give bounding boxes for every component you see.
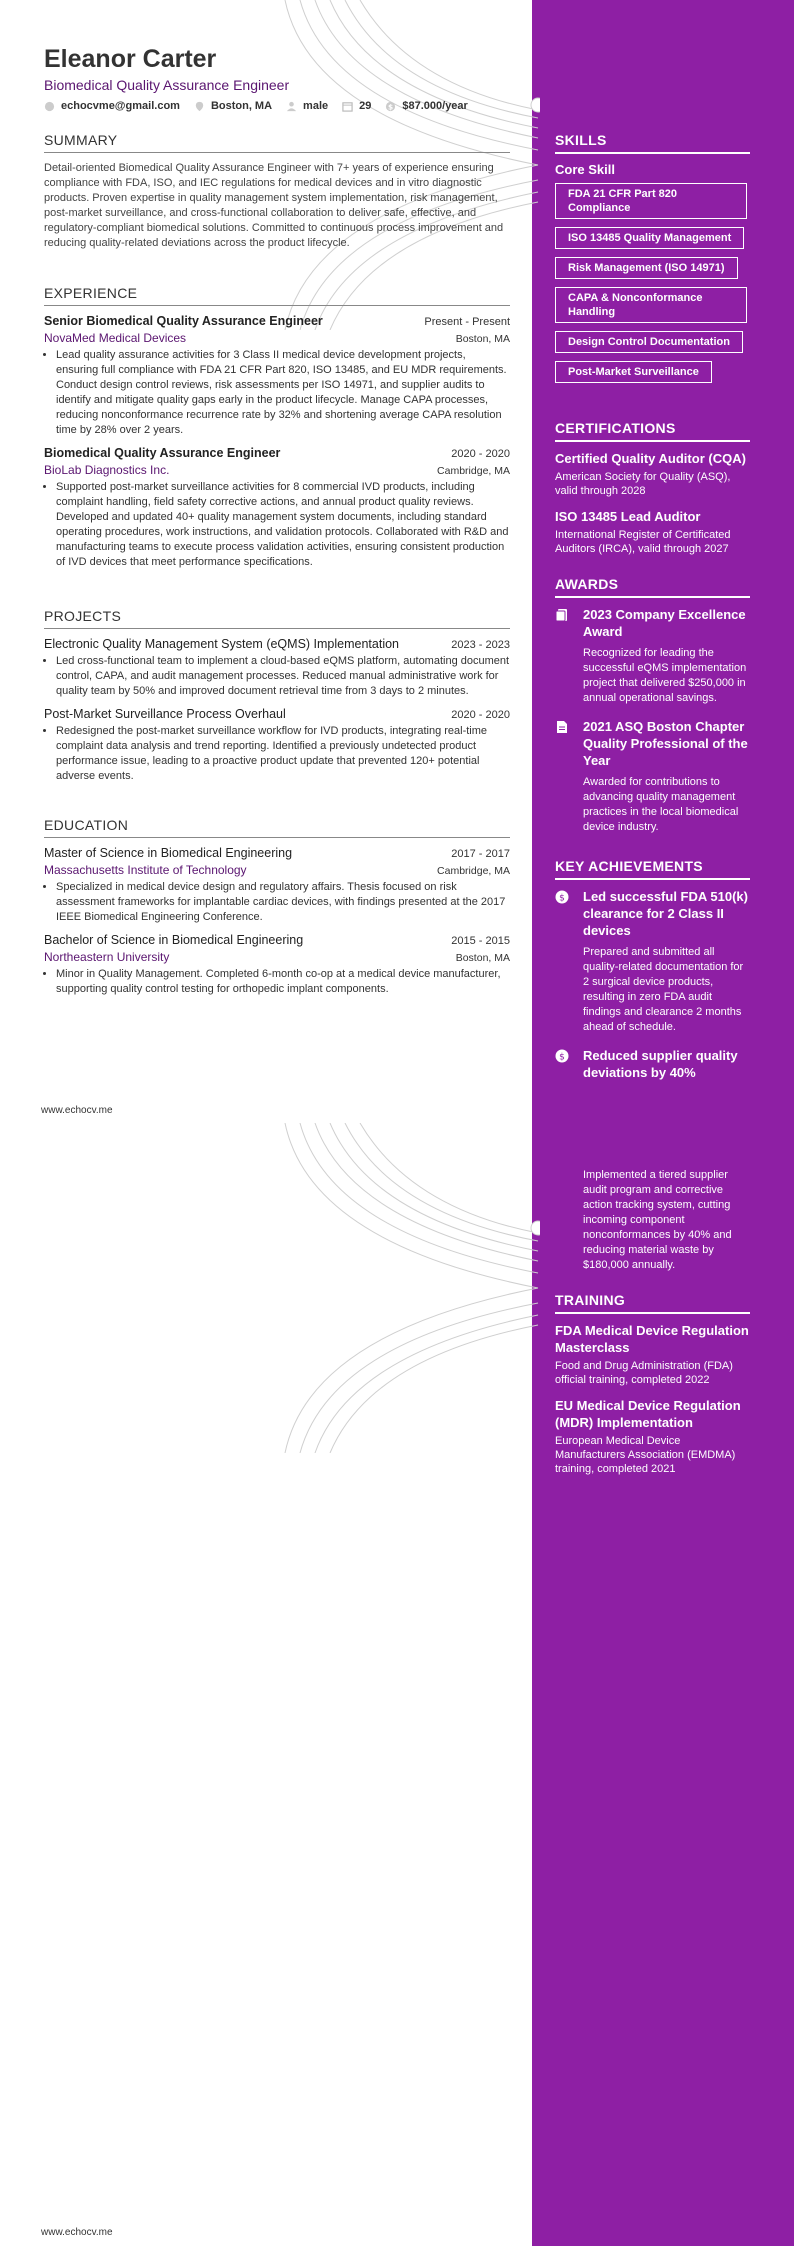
svg-text:$: $ <box>388 101 394 111</box>
project-entry <box>44 707 510 784</box>
certification-desc: International Register of Certificated Auditors (IRCA), valid through 2027 <box>555 529 731 555</box>
money-icon <box>385 101 396 112</box>
job-bullet: • Lead quality assurance activities for 3 Class II medical device development projects, ensuring full compliance with FDA 21 CFR Part 820, ISO 13485, and EU MDR requirements. Conduct design control reviews, risk assessments per ISO 14971, and supplier audits to identify and mitigate quality gaps early in the product lifecycle. Manage CAPA processes, reducing nonconformance recurrence rate by 32% and shortening average CAPA resolution time by 28% over 2 years. <box>56 348 510 438</box>
job-bullet: • Supported post-market surveillance activities for 8 commercial IVD products, including complaint handling, field safety corrective actions, and annual product quality reviews. Developed and updated 40+ quality management system documents, including standard operating procedures, work instructions, and validation protocols. Collaborated with R&D and manufacturing teams to execute process validation activities, ensuring consistent production of IVD devices that meet performance specifications. <box>56 480 510 570</box>
training-title: FDA Medical Device Regulation Masterclass <box>555 1323 749 1355</box>
project-date: 2023 - 2023 <box>451 639 510 651</box>
skill-chip: CAPA & Nonconformance Handling <box>555 287 747 323</box>
skill-chip: ISO 13485 Quality Management <box>555 227 744 249</box>
skill-chip: FDA 21 CFR Part 820 Compliance <box>555 183 747 219</box>
decorative-arcs-bottom <box>270 1123 540 1453</box>
school-name: Massachusetts Institute of Technology <box>44 863 247 877</box>
award-title: 2021 ASQ Boston Chapter Quality Professional of the Year <box>583 719 748 768</box>
education-heading: EDUCATION <box>44 817 510 838</box>
summary-text: Detail-oriented Biomedical Quality Assurance Engineer with 7+ years of experience ensuring compliance with FDA, ISO, and IEC regulations for medical devices and in vitro diagnostic products. Proven expertise in quality management system implementation, risk management, post-market surveillance, and cross-functional collaboration to deliver safe, effective, and regulatory-compliant biomedical solutions. Committed to continuous process improvement and reducing quality-related deviations across the product lifecycle. <box>44 162 504 249</box>
project-bullet: • Led cross-functional team to implement a cloud-based eQMS platform, automating document control, CAPA, and audit management processes. Reduced manual administrative work for quality team by 50% and improved document retrieval time from 3 days to 2 minutes. <box>56 654 510 699</box>
contact-row <box>44 100 510 112</box>
certifications-heading: CERTIFICATIONS <box>555 420 750 442</box>
salary-text: $87.000/year <box>402 100 468 112</box>
job-title: Senior Biomedical Quality Assurance Engineer <box>44 314 323 328</box>
degree-title: Bachelor of Science in Biomedical Engineering <box>44 933 304 947</box>
award-title: 2023 Company Excellence Award <box>583 607 746 639</box>
skill-chip: Post-Market Surveillance <box>555 361 712 383</box>
achievements-heading: KEY ACHIEVEMENTS <box>555 858 750 880</box>
dollar-icon <box>555 890 569 904</box>
gender-text: male <box>303 100 329 112</box>
education-entry <box>44 933 510 997</box>
training-item <box>555 1322 750 1387</box>
candidate-title: Biomedical Quality Assurance Engineer <box>44 77 290 93</box>
certification-title: Certified Quality Auditor (CQA) <box>555 451 746 466</box>
job-date: 2020 - 2020 <box>451 448 510 460</box>
svg-text:$: $ <box>559 893 565 904</box>
project-title: Post-Market Surveillance Process Overhaul <box>44 707 286 721</box>
degree-date: 2017 - 2017 <box>451 848 510 860</box>
achievement-title: Led successful FDA 510(k) clearance for 2 Class II devices <box>583 889 748 938</box>
calendar-icon <box>342 101 353 112</box>
skill-chip: Design Control Documentation <box>555 331 743 353</box>
experience-entry <box>44 314 510 438</box>
achievement-item <box>555 888 750 1035</box>
award-item <box>555 606 750 706</box>
footer-link[interactable]: www.echocv.me <box>41 1105 113 1116</box>
email-icon <box>44 101 55 112</box>
school-name: Northeastern University <box>44 950 170 964</box>
job-company: BioLab Diagnostics Inc. <box>44 463 170 477</box>
document-icon <box>555 720 569 734</box>
experience-entry <box>44 446 510 570</box>
degree-title: Master of Science in Biomedical Engineering <box>44 846 293 860</box>
achievement-desc-continued <box>583 1168 750 1273</box>
awards-section <box>555 576 750 847</box>
contact-gender <box>286 100 328 112</box>
project-entry <box>44 637 510 699</box>
location-pin-icon <box>194 101 205 112</box>
education-section <box>44 817 510 997</box>
education-bullet: • Minor in Quality Management. Completed 6-month co-op at a medical device manufacturer, supporting quality control testing for orthopedic implant components. <box>56 967 510 997</box>
education-entry <box>44 846 510 925</box>
achievement-item <box>555 1047 750 1081</box>
training-desc: Food and Drug Administration (FDA) official training, completed 2022 <box>555 1360 733 1386</box>
skills-subheading: Core Skill <box>555 162 615 177</box>
degree-date: 2015 - 2015 <box>451 935 510 947</box>
certification-item <box>555 450 750 498</box>
skill-chips <box>555 183 750 391</box>
job-company: NovaMed Medical Devices <box>44 331 187 345</box>
dollar-icon <box>555 1049 569 1063</box>
certifications-section <box>555 420 750 556</box>
job-location: Cambridge, MA <box>437 465 510 477</box>
project-bullet: • Redesigned the post-market surveillance workflow for IVD products, integrating real-time complaint data analysis and trend reporting. Identified a previously undetected product performance issue, leading to a proactive product update that prevented 120+ potential adverse events. <box>56 724 510 784</box>
certification-title: ISO 13485 Lead Auditor <box>555 509 701 524</box>
skill-chip: Risk Management (ISO 14971) <box>555 257 738 279</box>
experience-section <box>44 285 510 570</box>
achievements-section <box>555 858 750 1093</box>
achievement-desc: Prepared and submitted all quality-related documentation for 2 surgical device products, resulting in zero FDA audit findings and clearance 2 months ahead of schedule. <box>583 946 744 1033</box>
job-date: Present - Present <box>424 316 510 328</box>
achievement-title: Reduced supplier quality deviations by 40% <box>583 1048 738 1080</box>
job-title: Biomedical Quality Assurance Engineer <box>44 446 281 460</box>
project-title: Electronic Quality Management System (eQMS) Implementation <box>44 637 399 651</box>
projects-heading: PROJECTS <box>44 608 510 629</box>
certification-desc: American Society for Quality (ASQ), valid through 2028 <box>555 471 731 497</box>
skills-section <box>555 132 750 391</box>
contact-age <box>342 100 371 112</box>
contact-email[interactable] <box>44 100 180 112</box>
skills-heading: SKILLS <box>555 132 750 154</box>
school-location: Boston, MA <box>455 952 510 964</box>
trophy-icon <box>555 608 569 622</box>
projects-section <box>44 608 510 784</box>
training-item <box>555 1397 750 1476</box>
summary-heading: SUMMARY <box>44 132 510 153</box>
award-item <box>555 718 750 835</box>
training-desc: European Medical Device Manufacturers Association (EMDMA) training, completed 2021 <box>555 1435 736 1475</box>
training-section <box>555 1292 750 1476</box>
award-desc: Awarded for contributions to advancing quality management practices in the local biomedical device industry. <box>583 776 739 833</box>
awards-heading: AWARDS <box>555 576 750 598</box>
education-bullet: • Specialized in medical device design and regulatory affairs. Thesis focused on risk assessment frameworks for implantable cardiac devices, with findings presented at the 2017 IEEE Biomedical Engineering Conference. <box>56 880 510 925</box>
award-desc: Recognized for leading the successful eQMS implementation project that delivered $250,000 in annual operational savings. <box>583 647 747 704</box>
training-title: EU Medical Device Regulation (MDR) Implementation <box>555 1398 741 1430</box>
location-text: Boston, MA <box>210 100 273 112</box>
age-text: 29 <box>359 100 372 112</box>
footer-link[interactable]: www.echocv.me <box>41 2227 113 2238</box>
resume-header <box>44 44 510 112</box>
school-location: Cambridge, MA <box>437 865 510 877</box>
candidate-name: Eleanor Carter <box>44 45 217 73</box>
experience-heading: EXPERIENCE <box>44 285 510 306</box>
achievement-desc: Implemented a tiered supplier audit program and corrective action tracking system, cutting incoming component nonconformances by 40% and reducing material waste by $180,000 annually. <box>583 1169 732 1271</box>
job-location: Boston, MA <box>455 333 510 345</box>
person-icon <box>286 101 297 112</box>
contact-location <box>194 100 272 112</box>
contact-salary <box>385 100 467 112</box>
project-date: 2020 - 2020 <box>451 709 510 721</box>
summary-section <box>44 132 510 251</box>
training-heading: TRAINING <box>555 1292 750 1314</box>
certification-item <box>555 508 750 556</box>
email-text: echocvme@gmail.com <box>61 100 180 112</box>
svg-text:$: $ <box>559 1052 565 1063</box>
